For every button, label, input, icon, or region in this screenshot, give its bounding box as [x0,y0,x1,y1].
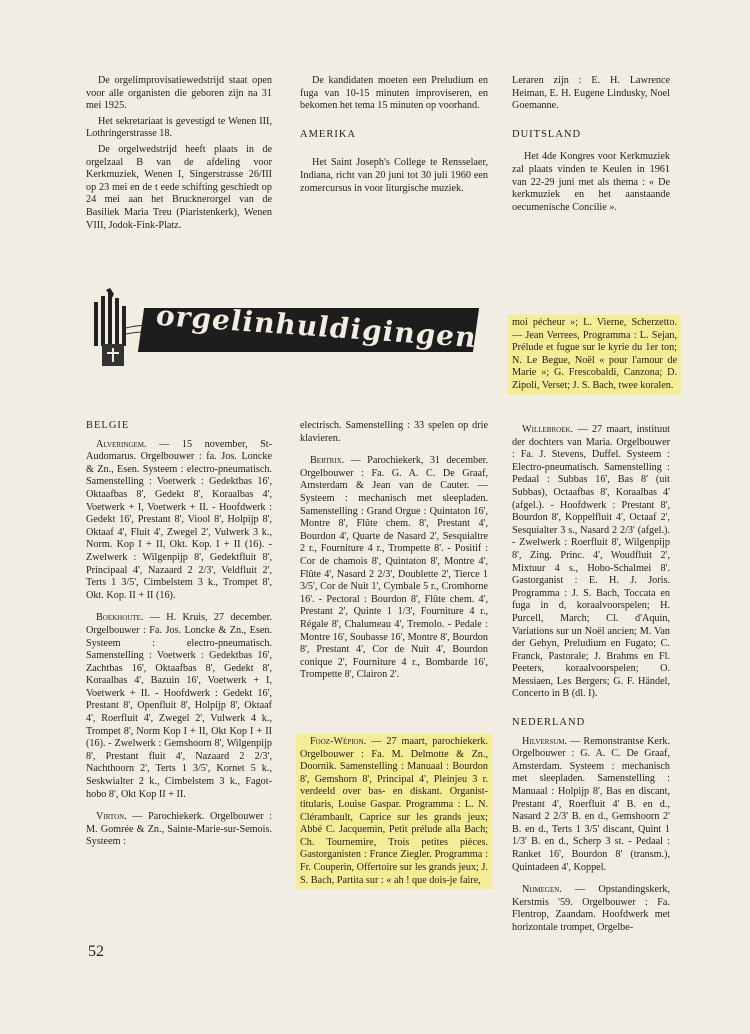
paragraph: electrisch. Samenstelling : 33 spelen op drie klavieren. [300,420,488,444]
entry-virton [86,811,272,849]
entry-text [300,736,488,887]
section-heading-belgie: BELGIE [86,420,130,431]
entry-text [86,811,272,849]
main-column-2 [300,420,488,692]
entry-text [300,455,488,682]
entry-boekhoute [86,612,272,801]
entry-body: — 27 maart, instituut der dochters van Maria. Orgelbouwer : Fa. J. Stevens, Duffel. Systeem : Electro-pneumatisch. Samenstelling : Pedaal : Subbas 16', Bas 8' (uit Subbas), Octaafbas 8', Koraalbas 4' (afgel.). - Hoofdwerk : Prestant 8', Bourdon 8', Koppelfluit 4', Octaaf 2', Sesquialter 3 s., Nasard 2 2/3' (afgel.). - Zwelwerk : Roerfluit 8', Wilgenpijp 8', Zing. Princ. 4', Woudfluit 2', Mixtuur 4 s., Hobo-Schalmei 8'. Gastorganist : E. H. J. Joris. Programma : J. S. Bach, Toccata en fuga in d, koraalvoorspelen; H. Purcell, March; Cl. d'Aquin, Variations sur un Noël ancien; M. Van der Gehyn, Preludium en Fugato; C. Franck, Pastorale; J. Brahms en Fl. Peeters, koraalvoorspelen; O. Messiaen, Les Bergers; G. F. Händel, Concerto in B (dl. I). [512,424,670,700]
place-name: Willebroek. [522,424,574,435]
paragraph: Het Saint Joseph's College te Rensselaer, Indiana, richt van 20 juni tot 30 juli 1960 een zomercursus in voor liturgische muziek. [300,157,488,194]
paragraph: De orgelwedstrijd heeft plaats in de orgelzaal B van de afdeling voor Kerkmuziek, Wenen I, Singerstrasse 26/III op 23 mei en de t eede schifting geschiedt op 24 mei aan het Brucknerorgel van de Basiliek Maria Treu (Piaristenkerk), Wenen VIII, Jodok-Fink-Platz. [86,143,272,231]
highlight-box-fooz [296,734,492,889]
place-name: Hilversum. [522,735,568,747]
entry-text [512,736,670,875]
place-name: Fooz-Wépion. [310,736,367,747]
highlight-box-top [508,315,681,395]
entry-willebroek [512,424,670,701]
highlight-text: moi pécheur »; L. Vierne, Scherzetto. — Jean Verrees, Programma : L. Sejan, Prélude et fugue sur le kyrie du 1er ton; N. Le Begue, Noël « pour l'amour de Marie »; G. Frescobaldi, Canzona; D. Zipoli, Verset; J. S. Bach, twee koralen. [512,317,677,391]
paragraph: Leraren zijn : E. H. Lawrence Heiman, E. H. Eugene Lindusky, Noel Goemanne. [512,75,670,112]
entry-body: — 27 maart, parochiekerk. Orgelbouwer : Fa. M. Delmotte & Zn., Doornik. Samenstelling : Manuaal : Bourdon 8', Gemshorn 8', Principal 4', Pleinjeu 3 r. verdeeld over bas- en diskant. Organist-titularis, Louise Gaspar. Programma : L. N. Clérambault, Caprice sur les grands jeux; Abbé C. Jacquemin, Petit prélude alla Bach; Ch. Tournemire, Trois petites pièces. Gastorganisten : France Ziegler. Programma : Fr. Couperin, Offertoire sur les grands jeux; J. S. Bach, Partita sur : « ah ! que dois-je faire, [300,736,488,886]
entry-body: — Remonstrantse Kerk. Orgelbouwer : G. A. C. De Graaf, Amsterdam. Systeem : mechanisch met sleepladen. Samenstelling : Manuaal : Holpijp 8', Bas en discant, Prestant 4', Roerfluit 4' B. en d., Nasard 2 2/3' B. en d., Gemshoorn 2' B. en d., Terts 1 3/5' discant, Quint 1 1/3' B. en d., Scherp 3 st. - Pedaal : Ranket 16', Bourdon 8' (transm.), Quintadeen 4', Koppel. [512,735,670,873]
top-column-1 [86,75,272,235]
paragraph: De kandidaten moeten een Preludium en fuga van 10-15 minuten improviseren, en bekomen het tema 15 minuten op voorhand. [300,75,488,112]
page-number: 52 [88,943,104,960]
entry-body: — H. Kruis, 27 december. Orgelbouwer : Fa. Jos. Loncke & Zn., Esen. Systeem : electro-pneumatisch. Samenstelling : Voetwerk : Gedektbas 16', Zachtbas 16', Oktaafbas 8', Gedekt 8', Koraalbas 4', Bazuin 16', Voetwerk + I, Voetwerk + II. - Hoofdwerk : Gedekt 16', Prestant 8', Openfluit 8', Holpijp 8', Oktaaf 4', Roerfluit 4', Zwegel 2', Vulwerk 4 k., Trompet 8', Norm Kop I + II, Okt Kop I + II (16). - Zwelwerk : Gemshoorn 8', Wilgenpijp 8', Prestant fluit 4', Nazaard 2 2/3', Nachthoorn 2', Terts 1 3/5', Kornet 5 k., Seskwialter 2 k., Cimbelstem 3 k., Fagot-hobo 8', Okt Kop II + II. [86,612,272,800]
entry-body: — Opstandingskerk, Kerstmis '59. Orgelbouwer : Fa. Flentrop, Zaandam. Hoofdwerk met horizontale trompet, Orgelbe- [512,884,670,933]
entry-nijmegen [512,884,670,934]
paragraph: Het sekretariaat is gevestigd te Wenen III, Lothringerstrasse 18. [86,115,272,140]
entry-body: — Parochiekerk. Orgelbouwer : M. Gomrée & Zn., Sainte-Marie-sur-Semois. Systeem : [86,811,272,848]
place-name: Boekhoute. [96,612,144,624]
entry-hilversum [512,736,670,875]
entry-alveringem [86,439,272,603]
section-heading-duitsland: DUITSLAND [512,128,582,140]
top-column-2 [300,75,488,198]
paragraph: De orgelimprovisatiewedstrijd staat open voor alle organisten die geboren zijn na 31 mei 1925. [86,75,272,112]
place-name: Virton. [96,811,127,823]
place-name: Alveringem. [96,438,147,450]
entry-body: — Parochiekerk, 31 december. Orgelbouwer : Fa. G. A. C. De Graaf, Amsterdam & Jean van de Cauter. — Systeem : mechanisch met sleepladen. Samenstelling : Grand Orgue : Quintaton 16', Montre 8', Flûte chem. 8', Prestant 4', Bourdon 4', Quarte de Nasard 2', Sesquialtre 2 r., Fourniture 4 r., Trompette 8'. - Positif : Cor de chamois 8', Quintaton 8', Montre 4', Flûte 4', Nasard 2 2/3', Doublette 2', Tierce 1 3/5', Cor de Nuit 1', Cymbale 5 r., Cromhorne 16'. - Pectoral : Bourdon 8', Flûte chem. 4', Prestant 2', Quinte 1 1/3', Fourniture 4 r., Régale 8', Chalumeau 4', Tremolo. - Pedale : Montre 16', Soubasse 16', Montre 8', Bourdon 8', Prestant 4', Cor de Nuit 4', Bourdon conique 2', Fourniture 4 r., Bombarde 16', Trompette 8', Clairon 2'. [300,455,488,681]
top-column-3 [512,75,670,217]
entry-text [512,884,670,934]
main-column-1 [86,420,272,859]
section-banner [86,288,476,370]
entry-text [86,612,272,801]
banner-title: orgelinhuldigingen [156,298,477,355]
entry-text [512,424,670,701]
paragraph: Het 4de Kongres voor Kerkmuziek zal plaats vinden te Keulen in 1961 van 22-29 juni met als thema : « De kerkmuziek en het aanstaande oecumenische Concilie ». [512,151,670,213]
section-heading-nederland: NEDERLAND [512,717,586,729]
main-column-3 [512,424,670,945]
place-name: Nijmegen. [522,884,562,896]
entry-bertrix [300,455,488,682]
entry-body: — 15 november, St-Audomarus. Orgelbouwer : fa. Jos. Loncke & Zn., Esen. Systeem : electro-pneumatisch. Samenstelling : Voetwerk : Gedektbas 16', Oktaafbas 8', Gedekt 8', Koraalbas 4', Voetwerk + I, Voetwerk + II. - Hoofdwerk : Gedekt 16', Prestant 8', Viool 8', Holpijp 8', Oktaaf 4', Fluit 4', Zwegel 2', Vulwerk 3 k., Norm. Kop I + II, Okt. Kop. I + II (16). - Zwelwerk : Wilgenpijp 8', Gedektfluit 8', Principaal 4', Nazaard 2 2/3', Veldfluit 2', Terts 1 3/5', Cimbelstem 3 k., Trompet 8', Okt. Kop. II + II (16). [86,438,272,601]
section-heading-amerika: AMERIKA [300,128,356,140]
place-name: Bertrix. [310,455,345,467]
entry-text [86,439,272,603]
